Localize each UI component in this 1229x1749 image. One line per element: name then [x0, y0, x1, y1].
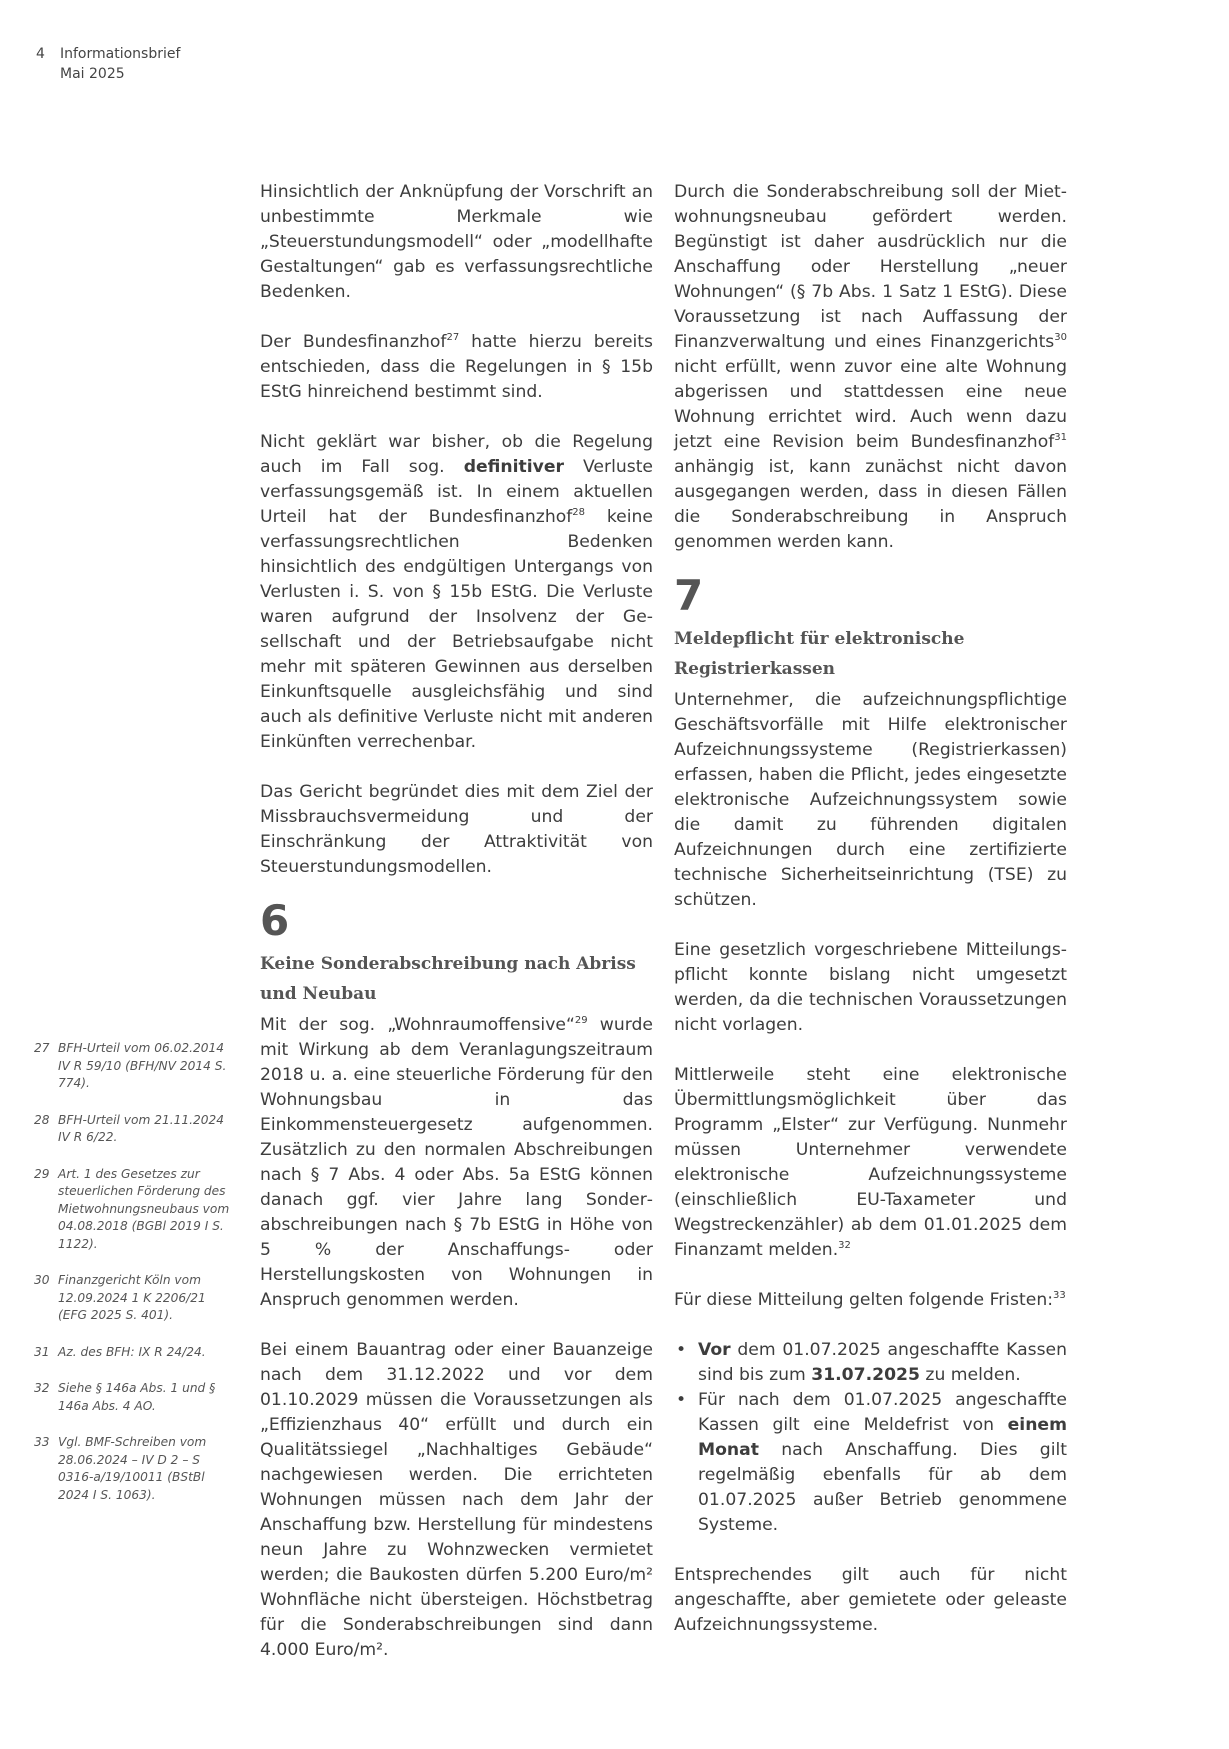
footnote-ref: 33 — [1053, 1290, 1066, 1301]
footnote-ref: 27 — [446, 332, 460, 343]
bullet-list — [674, 1338, 1067, 1538]
paragraph: Das Gericht begründet dies mit dem Ziel der Missbrauchsvermeidung und der Einschränkung der Attraktivität von Steuerstundungsmodellen. — [260, 782, 653, 877]
text-column-right — [674, 180, 1067, 1663]
paragraph: Entsprechendes gilt auch für nicht angeschaffte, aber gemietete oder geleaste Aufzeichnungssysteme. — [674, 1565, 1067, 1635]
footnote-ref: 32 — [838, 1240, 851, 1251]
paragraph: Durch die Sonderabschreibung soll der Mietwohnungsneubau gefördert werden. Begünstigt ist daher ausdrücklich nur die Anschaffung oder Herstellung „neuer Wohnungen“ (§ 7b Abs. 1 Satz 1 EStG). Diese Voraussetzung ist nach Auffassung der Finanzverwaltung und eines Finanzgerichts$^{30}$ nicht erfüllt, wenn zuvor eine alte Wohnung abgerissen und stattdessen eine neue Wohnung errichtet wird. Auch wenn dazu jetzt eine Revision beim Bundesfinanzhof$^{31}$ anhängig ist, kann zunächst nicht davon ausgegangen werden, dass in diesen Fällen die Sonderabschreibung in Anspruch genommen werden kann. — [674, 182, 1067, 552]
footnote-ref: 31 — [1054, 432, 1067, 443]
paragraph: Für diese Mitteilung gelten folgende Fristen:$^{33}$ — [674, 1290, 1066, 1310]
emphasis: definitiver — [463, 457, 564, 477]
header-title: Informationsbrief — [60, 46, 181, 62]
list-item: • Für nach dem 01.07.2025 angeschaffte Kassen gilt eine Meldefrist von einem Monat nach Anschaffung. Dies gilt regelmäßig ebenfalls für ab dem 01.07.2025 außer Betrieb genommene Systeme. — [674, 1388, 1067, 1538]
footnote: 30 Finanzgericht Köln vom 12.09.2024 1 K 2206/21 (EFG 2025 S. 401). — [34, 1273, 206, 1322]
footnote-ref: 30 — [1054, 332, 1067, 343]
section-number: 6 — [260, 896, 290, 945]
footnote: 27 BFH-Urteil vom 06.02.2014 IV R 59/10 (BFH/NV 2014 S. 774). — [34, 1041, 227, 1090]
section-title: Keine Sonderabschreibung nach Abriss und Neubau — [260, 954, 636, 1004]
paragraph: Bei einem Bauantrag oder einer Bauanzeige nach dem 31.12.2022 und vor dem 01.10.2029 müssen die Voraussetzungen als „Effizienzhaus 40“ erfüllt und durch ein Qualitätssiegel „Nachhaltiges Gebäude“ nachgewiesen werden. Die errichteten Wohnungen müssen nach dem Jahr der Anschaffung bzw. Herstellung für mindestens neun Jahre zu Wohnzwecken vermietet werden; die Baukosten dürfen 5.200 Euro/m² Wohnfläche nicht übersteigen. Höchstbetrag für die Sonderabschreibungen sind dann 4.000 Euro/m². — [260, 1340, 653, 1660]
paragraph: Nicht geklärt war bisher, ob die Regelung auch im Fall sog. definitiver Verluste verfassungsgemäß ist. In einem aktuellen Urteil hat der Bundesfinanzhof$^{28}$ keine verfassungsrechtlichen Bedenken hinsichtlich des endgültigen Untergangs von Verlusten i. S. von § 15b EStG. Die Verluste waren aufgrund der Insolvenz der Gesellschaft und der Betriebsaufgabe nicht mehr mit späteren Gewinnen aus derselben Einkunftsquelle ausgleichsfähig und sind auch als definitive Verluste nicht mit anderen Einkünften verrechenbar. — [260, 432, 654, 752]
footnote: 32 Siehe § 146a Abs. 1 und § 146a Abs. 4 AO. — [34, 1381, 216, 1413]
page-number: 4 — [36, 46, 45, 62]
paragraph: Eine gesetzlich vorgeschriebene Mitteilungspflicht konnte bislang nicht umgesetzt werden, da die technischen Voraussetzungen nicht vorlagen. — [674, 940, 1067, 1035]
footnote: 28 BFH-Urteil vom 21.11.2024 IV R 6/22. — [34, 1112, 224, 1144]
paragraph: Mittlerweile steht eine elektronische Übermittlungsmöglichkeit über das Programm „Elster“ zur Verfügung. Nunmehr müssen Unternehmer verwendete elektronische Aufzeichnungssysteme (einschließlich EU-Taxameter und Wegstreckenzähler) ab dem 01.01.2025 dem Finanzamt melden.$^{32}$ — [674, 1065, 1067, 1260]
footnote: 31 Az. des BFH: IX R 24/24. — [34, 1344, 206, 1359]
footnote: 33 Vgl. BMF-Schreiben vom 28.06.2024 – IV D 2 – S 0316-a/19/10011 (BStBl 2024 I S. 1063). — [34, 1435, 207, 1502]
text-column-left — [260, 180, 653, 1688]
footnotes — [34, 1040, 230, 1523]
footnote-ref: 28 — [572, 507, 586, 518]
paragraph: Der Bundesfinanzhof$^{27}$ hatte hierzu bereits entschieden, dass die Regelungen in § 15b EStG hinreichend bestimmt sind. — [260, 332, 654, 402]
footnote-ref: 29 — [574, 1015, 588, 1026]
header-date: Mai 2025 — [60, 66, 125, 82]
footnote: 29 Art. 1 des Gesetzes zur steuerlichen Förderung des Mietwohnungsneubaus vom 04.08.2018 (BGBl 2019 I S. 1122). — [34, 1166, 230, 1251]
section-number: 7 — [674, 571, 704, 620]
list-item: • Vor dem 01.07.2025 angeschaffte Kassen sind bis zum 31.07.2025 zu melden. — [674, 1338, 1067, 1388]
paragraph: Hinsichtlich der Anknüpfung der Vorschrift an unbestimmte Merkmale wie „Steuerstundungsmodell“ oder „modellhafte Gestaltungen“ gab es verfassungsrechtliche Bedenken. — [260, 182, 653, 302]
paragraph: Mit der sog. „Wohnraumoffensive“$^{29}$ wurde mit Wirkung ab dem Veranlagungszeitraum 2018 u. a. eine steuerliche Förderung für den Wohnungsbau in das Einkommensteuergesetz aufgenommen. Zusätzlich zu den normalen Abschreibungen nach § 7 Abs. 4 oder Abs. 5a EStG können danach ggf. vier Jahre lang Sonderabschreibungen nach § 7b EStG in Höhe von 5 % der Anschaffungs- oder Herstellungskosten von Wohnungen in Anspruch genommen werden. — [260, 1015, 653, 1310]
paragraph: Unternehmer, die aufzeichnungspflichtige Geschäftsvorfälle mit Hilfe elektronischer Aufzeichnungssysteme (Registrierkassen) erfassen, haben die Pflicht, jedes eingesetzte elektronische Aufzeichnungssystem sowie die damit zu führenden digitalen Aufzeichnungen durch eine zertifizierte technische Sicherheitseinrichtung (TSE) zu schützen. — [674, 690, 1067, 910]
section-title: Meldepflicht für elektronische Registrierkassen — [674, 629, 965, 679]
